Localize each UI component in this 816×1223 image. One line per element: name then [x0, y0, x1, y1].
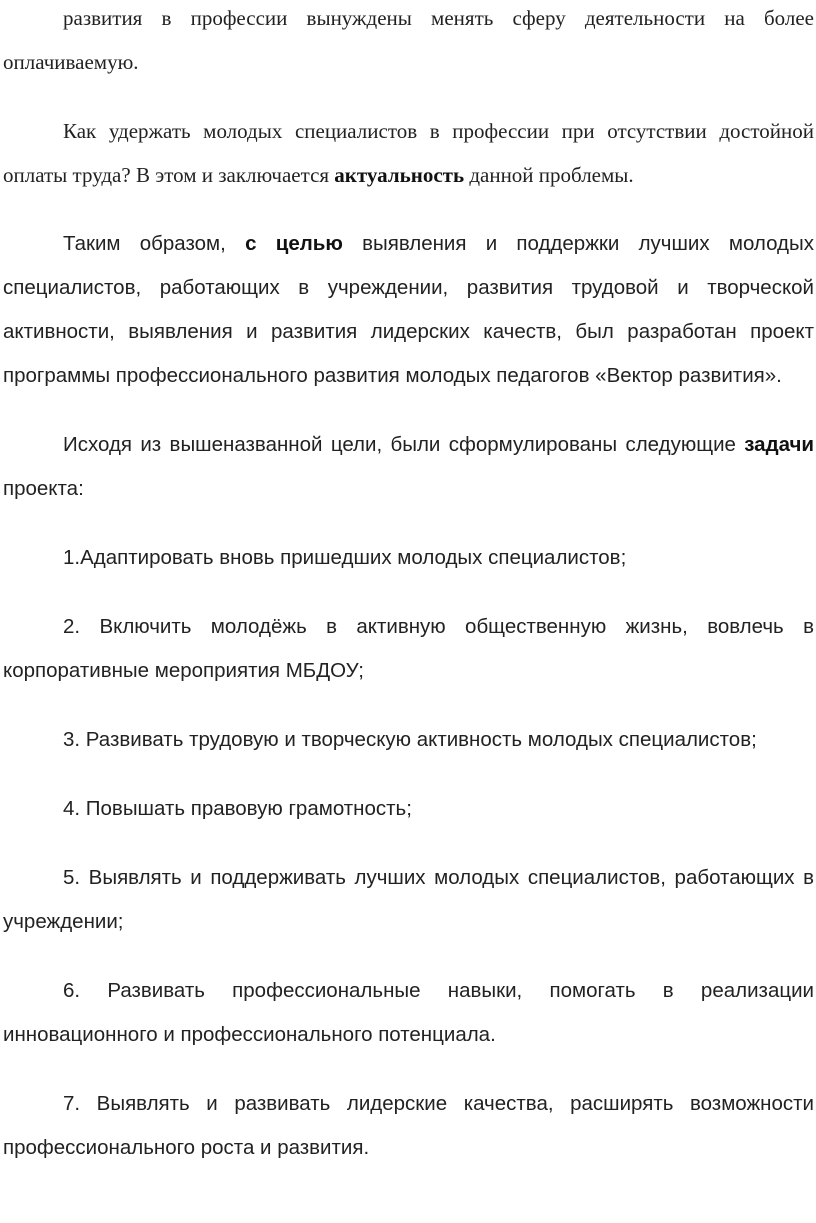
paragraph-relevance	[3, 109, 814, 197]
paragraph-text: Таким образом,	[63, 232, 246, 255]
paragraph-text: проекта:	[3, 477, 84, 500]
task-item-1: 1.Адаптировать вновь пришедших молодых специалистов;	[63, 546, 627, 569]
paragraph-text: развития в профессии вынуждены менять сферу деятельности на более оплачиваемую.	[3, 6, 814, 74]
bold-term-goal: с целью	[245, 232, 343, 255]
paragraph-intro-continuation	[3, 0, 814, 84]
task-item-3: 3. Развивать трудовую и творческую активность молодых специалистов;	[63, 728, 757, 751]
paragraph-text: выявления и поддержки лучших молодых специалистов, работающих в учреждении, развития трудовой и творческой активности, выявления и развития лидерских качеств, был разработан проект программы профессионального развития молодых педагогов «Вектор развития».	[3, 232, 814, 387]
task-item-7: 7. Выявлять и развивать лидерские качества, расширять возможности профессионального роста и развития.	[3, 1092, 814, 1159]
task-item-5: 5. Выявлять и поддерживать лучших молодых специалистов, работающих в учреждении;	[3, 866, 814, 933]
paragraph-tasks-intro	[3, 423, 814, 511]
task-item-2: 2. Включить молодёжь в активную общественную жизнь, вовлечь в корпоративные мероприятия МБДОУ;	[3, 615, 814, 682]
paragraph-text: данной проблемы.	[464, 163, 634, 187]
paragraph-goal	[3, 222, 814, 398]
bold-term-tasks: задачи	[744, 433, 814, 456]
bold-term-relevance: актуальность	[334, 163, 465, 187]
task-item-6: 6. Развивать профессиональные навыки, помогать в реализации инновационного и профессионального потенциала.	[3, 979, 814, 1046]
task-item-4: 4. Повышать правовую грамотность;	[63, 797, 412, 820]
paragraph-text: Как удержать молодых специалистов в профессии при отсутствии достойной оплаты труда? В этом и заключается	[3, 119, 814, 187]
paragraph-text: Исходя из вышеназванной цели, были сформулированы следующие	[63, 433, 745, 456]
